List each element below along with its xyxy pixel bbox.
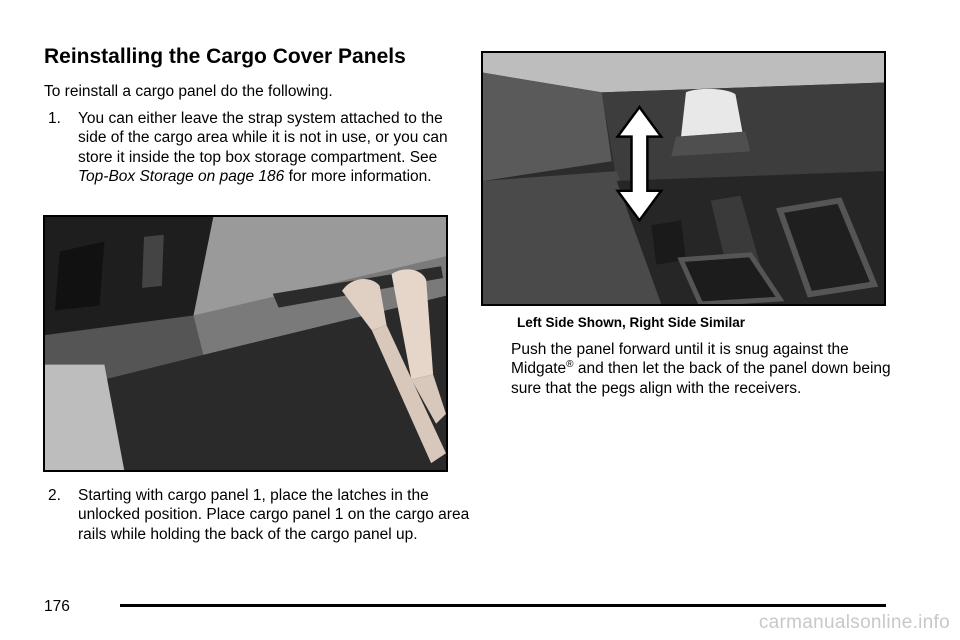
watermark: carmanualsonline.info [758,612,950,633]
section-title: Reinstalling the Cargo Cover Panels [44,45,406,68]
step-1-reference-link[interactable]: Top-Box Storage on page 186 [78,168,285,186]
step-2 [44,486,483,544]
registered-mark: ® [566,359,574,371]
photo-cargo-receiver-peg-graphic [483,53,884,304]
footer-divider [120,604,886,607]
push-instruction [511,340,891,398]
photo-cargo-panel-hands [43,215,448,472]
step-2-text: Starting with cargo panel 1, place the latches in the unlocked position. Place cargo panel 1 on the cargo area rails while holding the back of the cargo panel up. [78,487,470,543]
step-1 [44,109,449,187]
photo-cargo-panel-hands-graphic [45,217,446,470]
page-number: 176 [44,598,70,615]
left-column-text [44,82,449,187]
figure-caption: Left Side Shown, Right Side Similar [517,315,746,330]
push-text-end: and then let the back of the panel down being sure that the pegs align with the receivers. [511,360,891,397]
intro-text: To reinstall a cargo panel do the following. [44,83,333,100]
step-2-number: 2. [48,487,61,504]
step-1-text: You can either leave the strap system attached to the side of the cargo area while it is not in use, or you can store it inside the top box storage compartment. See [78,110,448,166]
step-1-number: 1. [48,110,61,127]
step-1-text-end: for more information. [284,168,432,186]
photo-cargo-receiver-peg [481,51,886,306]
right-column-text [511,340,891,398]
push-text-start: Push the panel forward until it is snug against the Midgate [511,341,849,378]
